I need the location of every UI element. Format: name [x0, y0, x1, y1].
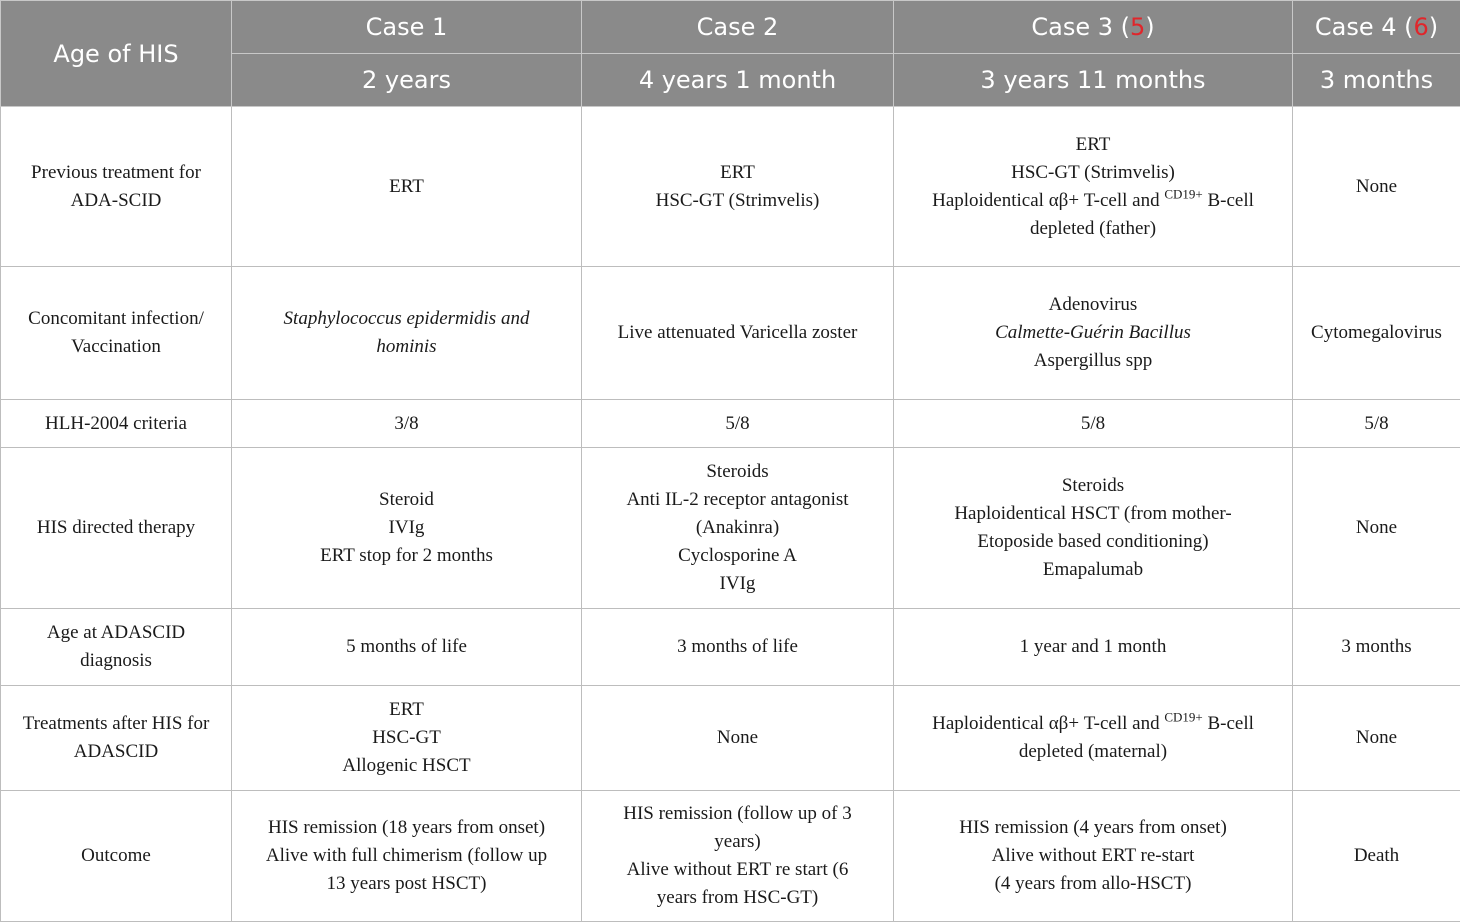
cell-line: ERT stop for 2 months — [320, 545, 493, 566]
cell-line: Allogenic HSCT — [342, 755, 471, 776]
cell-line: (Anakinra) — [695, 517, 780, 538]
row-label-age-diagnosis: Age at ADASCID diagnosis — [1, 609, 232, 686]
case-4-title: Case 4 ( — [1314, 13, 1414, 41]
cell-line: HSC-GT (Strimvelis) — [1011, 161, 1175, 183]
cell-case-2 — [582, 686, 894, 791]
cell-line: (4 years from allo-HSCT) — [994, 873, 1192, 894]
row-label-hlh: HLH-2004 criteria — [1, 400, 232, 448]
cell-line: Death — [1353, 845, 1400, 866]
cell-line: Steroids — [706, 461, 769, 482]
cell-case-3 — [894, 448, 1293, 609]
cell-case-1 — [232, 267, 582, 400]
table-row-treatments-after — [1, 686, 1460, 791]
superscript-cd19: CD19+ — [1164, 709, 1203, 725]
cell-line: HSC-GT — [372, 727, 441, 748]
cell-line: Steroids — [1061, 475, 1125, 496]
cell-line: IVIg — [719, 573, 756, 594]
cell-case-4 — [1293, 448, 1460, 609]
cell-line: Anti IL-2 receptor antagonist — [626, 489, 849, 510]
row-label-his-therapy: HIS directed therapy — [1, 448, 232, 609]
cell-text: B-cell — [1202, 713, 1254, 734]
cell-case-1 — [232, 107, 582, 267]
cell-case-4 — [1293, 791, 1460, 922]
cell-line: ERT — [1075, 133, 1111, 155]
case-4-age: 3 months — [1293, 54, 1460, 107]
cell-line: HIS remission (4 years from onset) — [959, 817, 1227, 838]
case-4-paren: ) — [1428, 13, 1439, 41]
row-label-outcome: Outcome — [1, 791, 232, 922]
case-3-paren: ) — [1145, 13, 1155, 41]
row-label-infection: Concomitant infection/ Vaccination — [1, 267, 232, 400]
cell-line: Live attenuated Varicella zoster — [617, 322, 858, 343]
header-case-1 — [232, 1, 582, 54]
cell-line: Staphylococcus epidermidis and — [283, 308, 530, 329]
cell-case-2 — [582, 107, 894, 267]
cell-case-1 — [232, 448, 582, 609]
header-age-of-his: Age of HIS — [1, 1, 232, 107]
cell-line: depleted (father) — [1029, 217, 1157, 239]
case-4-reference-link[interactable]: 6 — [1413, 13, 1429, 41]
cell-case-4: 3 months — [1293, 609, 1460, 686]
cell-line: None — [1355, 517, 1398, 538]
cell-text: Haploidentical αβ+ T-cell and — [932, 189, 1165, 211]
table-row-hlh — [1, 400, 1460, 448]
cell-case-4 — [1293, 267, 1460, 400]
cell-line: ERT — [389, 175, 424, 197]
table-row-previous-treatment — [1, 107, 1460, 267]
cell-line: Calmette-Guérin Bacillus — [995, 322, 1191, 343]
header-case-4 — [1293, 1, 1460, 54]
cell-line: ERT — [720, 161, 755, 183]
cell-line: Aspergillus spp — [1033, 350, 1153, 371]
cell-case-4 — [1293, 107, 1460, 267]
cell-case-3 — [894, 267, 1293, 400]
table-row-infection — [1, 267, 1460, 400]
cell-line: Adenovirus — [1048, 294, 1138, 315]
cell-case-2 — [582, 448, 894, 609]
cell-text: Haploidentical αβ+ T-cell and — [932, 713, 1165, 734]
case-3-title: Case 3 ( — [1031, 13, 1130, 41]
cell-line: None — [716, 727, 759, 748]
cell-case-1 — [232, 686, 582, 791]
row-label-treatments-after: Treatments after HIS for ADASCID — [1, 686, 232, 791]
table-row-his-therapy — [1, 448, 1460, 609]
header-case-3 — [894, 1, 1293, 54]
case-1-age: 2 years — [232, 54, 582, 107]
cell-line: IVIg — [388, 517, 425, 538]
row-label-previous-treatment: Previous treatment for ADA-SCID — [1, 107, 232, 267]
cell-line — [904, 710, 1282, 738]
cell-case-2 — [582, 267, 894, 400]
cell-line: HSC-GT (Strimvelis) — [655, 189, 820, 211]
cell-case-3 — [894, 791, 1293, 922]
cell-line: Alive with full chimerism (follow up — [265, 845, 548, 866]
cell-line: ERT — [389, 699, 424, 720]
table-row-age-diagnosis — [1, 609, 1460, 686]
cell-line: None — [1355, 175, 1398, 197]
cell-case-3 — [894, 686, 1293, 791]
cell-line: Etoposide based conditioning) — [977, 531, 1209, 552]
cell-line: HIS remission (follow up of 3 — [623, 803, 852, 824]
cell-line: depleted (maternal) — [1018, 741, 1168, 762]
header-case-2 — [582, 1, 894, 54]
cell-case-2: 5/8 — [582, 400, 894, 448]
cell-line: years from HSC-GT) — [656, 887, 819, 908]
header-row-cases — [1, 1, 1460, 54]
cell-case-1 — [232, 791, 582, 922]
cell-line: Alive without ERT re-start — [991, 845, 1195, 866]
cell-case-1: 5 months of life — [232, 609, 582, 686]
case-3-reference-link[interactable]: 5 — [1129, 13, 1146, 41]
cell-line: None — [1355, 727, 1398, 748]
case-2-age: 4 years 1 month — [582, 54, 894, 107]
cell-line — [904, 187, 1282, 215]
cell-line: 13 years post HSCT) — [326, 873, 487, 894]
cell-line: years) — [714, 831, 761, 852]
cell-case-1: 3/8 — [232, 400, 582, 448]
cell-line: Haploidentical HSCT (from mother- — [954, 503, 1232, 524]
case-1-title: Case 1 — [365, 13, 448, 41]
cell-case-2: 3 months of life — [582, 609, 894, 686]
cell-line: Cyclosporine A — [678, 545, 797, 566]
case-3-age: 3 years 11 months — [894, 54, 1293, 107]
table-header — [1, 1, 1460, 107]
cell-case-4 — [1293, 686, 1460, 791]
cell-line: Emapalumab — [1042, 559, 1144, 580]
cell-line: hominis — [376, 336, 437, 357]
cell-case-3: 5/8 — [894, 400, 1293, 448]
table-row-outcome — [1, 791, 1460, 922]
cell-case-2 — [582, 791, 894, 922]
cell-case-3: 1 year and 1 month — [894, 609, 1293, 686]
cell-line: Steroid — [379, 489, 434, 510]
cell-line: Alive without ERT re start (6 — [626, 859, 849, 880]
cell-case-3 — [894, 107, 1293, 267]
superscript-cd19: CD19+ — [1164, 186, 1203, 202]
cell-line: HIS remission (18 years from onset) — [267, 817, 546, 838]
cell-text: B-cell — [1202, 189, 1254, 211]
cell-case-4: 5/8 — [1293, 400, 1460, 448]
cell-line: Cytomegalovirus — [1311, 322, 1442, 343]
case-2-title: Case 2 — [696, 13, 779, 41]
